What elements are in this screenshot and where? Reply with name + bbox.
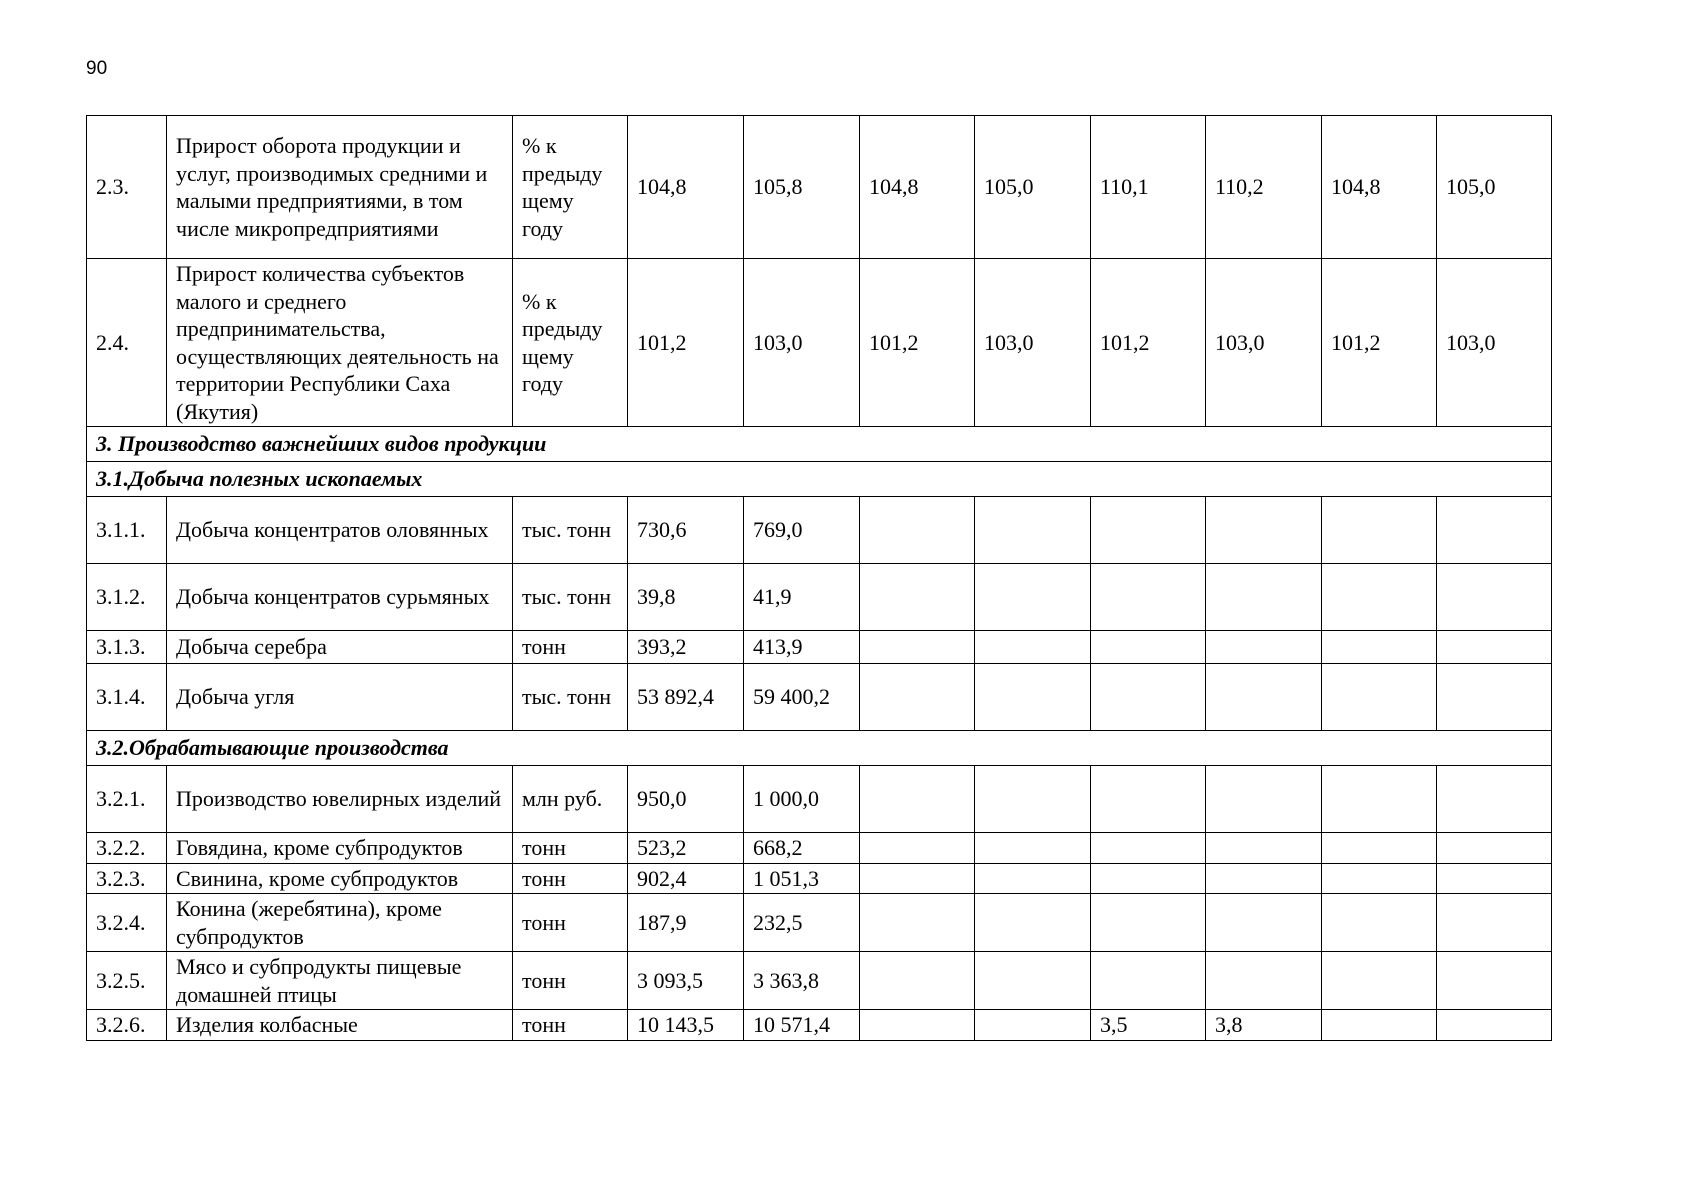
row-unit: тыс. тонн xyxy=(513,497,628,564)
row-value: 950,0 xyxy=(628,766,744,833)
row-value xyxy=(1206,564,1322,631)
table-row xyxy=(87,631,1552,664)
row-value xyxy=(860,952,975,1010)
row-value: 902,4 xyxy=(628,863,744,894)
row-value xyxy=(1091,664,1206,731)
row-code: 3.2.3. xyxy=(87,863,167,894)
row-name: Добыча угля xyxy=(167,664,513,731)
row-value: 101,2 xyxy=(628,259,744,427)
row-value xyxy=(1322,894,1437,952)
row-unit: % к предыду щему году xyxy=(513,259,628,427)
row-unit: % к предыду щему году xyxy=(513,116,628,259)
row-unit: тонн xyxy=(513,952,628,1010)
row-value xyxy=(975,497,1091,564)
row-value xyxy=(1322,564,1437,631)
table-row xyxy=(87,894,1552,952)
row-value xyxy=(1091,863,1206,894)
row-name: Изделия колбасные xyxy=(167,1010,513,1041)
row-value: 3,8 xyxy=(1206,1010,1322,1041)
table-row xyxy=(87,952,1552,1010)
row-unit: тыс. тонн xyxy=(513,664,628,731)
row-unit: тыс. тонн xyxy=(513,564,628,631)
row-value: 53 892,4 xyxy=(628,664,744,731)
section-row xyxy=(87,731,1552,766)
section-row xyxy=(87,427,1552,462)
row-value: 103,0 xyxy=(744,259,860,427)
table-row xyxy=(87,497,1552,564)
row-value xyxy=(1322,952,1437,1010)
row-value: 104,8 xyxy=(860,116,975,259)
row-value: 105,0 xyxy=(975,116,1091,259)
row-value: 1 051,3 xyxy=(744,863,860,894)
row-value xyxy=(860,664,975,731)
table-row xyxy=(87,564,1552,631)
row-value xyxy=(1091,497,1206,564)
row-value xyxy=(1322,664,1437,731)
row-value: 103,0 xyxy=(1437,259,1552,427)
row-code: 3.1.1. xyxy=(87,497,167,564)
row-value xyxy=(860,833,975,864)
row-value xyxy=(975,631,1091,664)
row-value xyxy=(1437,664,1552,731)
row-value: 232,5 xyxy=(744,894,860,952)
row-value xyxy=(1091,833,1206,864)
row-value: 769,0 xyxy=(744,497,860,564)
row-value xyxy=(975,664,1091,731)
row-value xyxy=(1437,564,1552,631)
row-value: 1 000,0 xyxy=(744,766,860,833)
row-value xyxy=(1206,631,1322,664)
row-value xyxy=(1091,766,1206,833)
row-value: 3 093,5 xyxy=(628,952,744,1010)
row-code: 3.1.2. xyxy=(87,564,167,631)
row-value xyxy=(1322,833,1437,864)
row-value: 523,2 xyxy=(628,833,744,864)
row-value xyxy=(1091,952,1206,1010)
row-value: 3 363,8 xyxy=(744,952,860,1010)
row-value: 393,2 xyxy=(628,631,744,664)
row-value xyxy=(1322,497,1437,564)
table-row xyxy=(87,259,1552,427)
page-number: 90 xyxy=(86,58,108,79)
row-value: 105,8 xyxy=(744,116,860,259)
row-value: 110,1 xyxy=(1091,116,1206,259)
row-value: 105,0 xyxy=(1437,116,1552,259)
row-name: Прирост оборота продукции и услуг, производимых средними и малыми предприятиями, в том числе микропредприятиями xyxy=(167,116,513,259)
row-name: Прирост количества субъектов малого и среднего предпринимательства, осуществляющих деятельность на территории Республики Саха (Якутия) xyxy=(167,259,513,427)
row-value: 10 143,5 xyxy=(628,1010,744,1041)
row-code: 3.2.6. xyxy=(87,1010,167,1041)
row-value xyxy=(975,952,1091,1010)
row-name: Говядина, кроме субпродуктов xyxy=(167,833,513,864)
row-value xyxy=(975,894,1091,952)
table-row xyxy=(87,766,1552,833)
row-value: 101,2 xyxy=(860,259,975,427)
row-value xyxy=(860,894,975,952)
row-value xyxy=(1437,952,1552,1010)
row-value xyxy=(975,766,1091,833)
row-code: 2.4. xyxy=(87,259,167,427)
row-value xyxy=(1091,894,1206,952)
row-name: Добыча концентратов сурьмяных xyxy=(167,564,513,631)
row-value: 668,2 xyxy=(744,833,860,864)
row-value: 3,5 xyxy=(1091,1010,1206,1041)
row-unit: тонн xyxy=(513,833,628,864)
section-title: 3.1.Добыча полезных ископаемых xyxy=(87,462,1552,497)
row-unit: тонн xyxy=(513,1010,628,1041)
row-value xyxy=(1437,863,1552,894)
row-value xyxy=(860,497,975,564)
row-code: 3.2.1. xyxy=(87,766,167,833)
row-value xyxy=(1322,766,1437,833)
row-value xyxy=(1206,497,1322,564)
row-name: Добыча серебра xyxy=(167,631,513,664)
table-row xyxy=(87,1010,1552,1041)
row-value xyxy=(860,863,975,894)
row-code: 3.2.2. xyxy=(87,833,167,864)
row-value xyxy=(1322,1010,1437,1041)
row-value: 101,2 xyxy=(1091,259,1206,427)
row-value xyxy=(1206,664,1322,731)
row-value xyxy=(1206,863,1322,894)
row-name: Мясо и субпродукты пищевые домашней птицы xyxy=(167,952,513,1010)
row-value: 730,6 xyxy=(628,497,744,564)
row-value: 187,9 xyxy=(628,894,744,952)
row-value xyxy=(1206,766,1322,833)
row-value: 10 571,4 xyxy=(744,1010,860,1041)
row-value xyxy=(1437,766,1552,833)
row-value xyxy=(1091,564,1206,631)
row-code: 3.1.4. xyxy=(87,664,167,731)
row-name: Конина (жеребятина), кроме субпродуктов xyxy=(167,894,513,952)
table-row xyxy=(87,863,1552,894)
row-value: 41,9 xyxy=(744,564,860,631)
row-unit: тонн xyxy=(513,863,628,894)
row-value xyxy=(1206,833,1322,864)
row-value xyxy=(1091,631,1206,664)
row-value xyxy=(1437,833,1552,864)
row-code: 2.3. xyxy=(87,116,167,259)
row-value xyxy=(1437,631,1552,664)
row-value: 110,2 xyxy=(1206,116,1322,259)
row-value xyxy=(1206,952,1322,1010)
row-unit: тонн xyxy=(513,894,628,952)
row-value xyxy=(1322,863,1437,894)
row-code: 3.2.4. xyxy=(87,894,167,952)
row-value xyxy=(975,1010,1091,1041)
indicators-table xyxy=(86,115,1552,1041)
row-value: 101,2 xyxy=(1322,259,1437,427)
section-row xyxy=(87,462,1552,497)
section-title: 3.2.Обрабатывающие производства xyxy=(87,731,1552,766)
row-value: 104,8 xyxy=(628,116,744,259)
table-row xyxy=(87,833,1552,864)
row-value xyxy=(860,564,975,631)
row-value xyxy=(975,863,1091,894)
row-value xyxy=(975,564,1091,631)
row-name: Добыча концентратов оловянных xyxy=(167,497,513,564)
row-value xyxy=(1322,631,1437,664)
row-value: 103,0 xyxy=(1206,259,1322,427)
row-value xyxy=(1437,894,1552,952)
row-value: 413,9 xyxy=(744,631,860,664)
row-value xyxy=(1437,1010,1552,1041)
row-name: Свинина, кроме субпродуктов xyxy=(167,863,513,894)
row-value: 103,0 xyxy=(975,259,1091,427)
row-code: 3.1.3. xyxy=(87,631,167,664)
row-value xyxy=(975,833,1091,864)
row-value xyxy=(1206,894,1322,952)
table-row xyxy=(87,116,1552,259)
table-row xyxy=(87,664,1552,731)
row-value xyxy=(860,1010,975,1041)
row-unit: млн руб. xyxy=(513,766,628,833)
row-value: 59 400,2 xyxy=(744,664,860,731)
row-name: Производство ювелирных изделий xyxy=(167,766,513,833)
row-value: 39,8 xyxy=(628,564,744,631)
row-code: 3.2.5. xyxy=(87,952,167,1010)
row-value: 104,8 xyxy=(1322,116,1437,259)
section-title: 3. Производство важнейших видов продукции xyxy=(87,427,1552,462)
row-value xyxy=(860,766,975,833)
row-value xyxy=(860,631,975,664)
row-unit: тонн xyxy=(513,631,628,664)
row-value xyxy=(1437,497,1552,564)
